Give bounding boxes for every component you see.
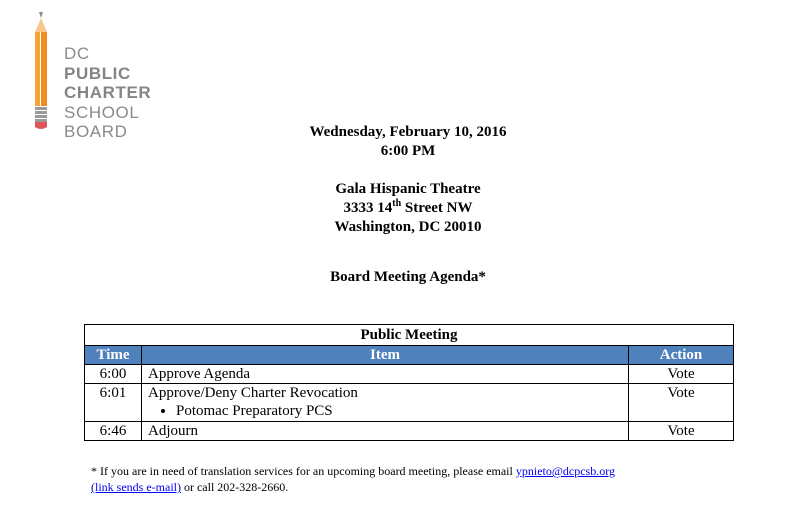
meeting-time: 6:00 PM bbox=[380, 143, 436, 159]
logo bbox=[30, 12, 180, 141]
logo-wordmark bbox=[64, 44, 151, 142]
row-time: 6:01 bbox=[85, 384, 142, 422]
row-item bbox=[142, 384, 629, 422]
venue-city: Washington, DC 20010 bbox=[334, 219, 482, 235]
venue-street bbox=[200, 199, 616, 218]
meeting-date: Wednesday, February 10, 2016 bbox=[309, 124, 507, 140]
footnote-phone-text: or call 202-328-2660. bbox=[180, 480, 289, 494]
row-item-label: Approve/Deny Charter Revocation bbox=[148, 385, 358, 401]
table-row bbox=[85, 422, 734, 441]
logo-line-dc: DC bbox=[64, 44, 90, 63]
row-item: Approve Agenda bbox=[142, 365, 629, 384]
logo-line-charter: CHARTER bbox=[64, 83, 152, 102]
table-row bbox=[85, 365, 734, 384]
translation-footnote bbox=[91, 463, 731, 495]
logo-line-public: PUBLIC bbox=[64, 63, 131, 83]
row-time: 6:46 bbox=[85, 422, 142, 441]
street-rest: Street NW bbox=[401, 200, 473, 216]
table-row bbox=[85, 384, 734, 422]
logo-line-board: BOARD bbox=[64, 122, 128, 141]
venue-name: Gala Hispanic Theatre bbox=[335, 181, 481, 197]
column-header-time: Time bbox=[85, 346, 142, 365]
table-caption: Public Meeting bbox=[85, 325, 734, 346]
column-header-action: Action bbox=[629, 346, 734, 365]
email-link[interactable]: ypnieto@dcpcsb.org bbox=[515, 464, 616, 478]
pencil-logo-icon bbox=[30, 12, 60, 134]
row-action: Vote bbox=[629, 422, 734, 441]
row-action: Vote bbox=[629, 365, 734, 384]
agenda-table bbox=[84, 324, 734, 441]
row-item: Adjourn bbox=[142, 422, 629, 441]
street-suffix: th bbox=[392, 198, 402, 209]
table-header-row bbox=[85, 346, 734, 365]
row-sub-item: • Potomac Preparatory PCS bbox=[176, 402, 622, 421]
row-time: 6:00 bbox=[85, 365, 142, 384]
column-header-item: Item bbox=[142, 346, 629, 365]
logo-line-school: SCHOOL bbox=[64, 102, 140, 122]
row-action: Vote bbox=[629, 384, 734, 422]
footnote-text: * If you are in need of translation services for an upcoming board meeting, please email bbox=[91, 464, 516, 478]
agenda-title: Board Meeting Agenda* bbox=[330, 269, 486, 285]
street-number: 3333 14 bbox=[343, 200, 393, 216]
email-link-note[interactable]: (link sends e-mail) bbox=[91, 480, 181, 494]
meeting-header bbox=[200, 123, 616, 237]
row-sub-list bbox=[148, 402, 622, 421]
